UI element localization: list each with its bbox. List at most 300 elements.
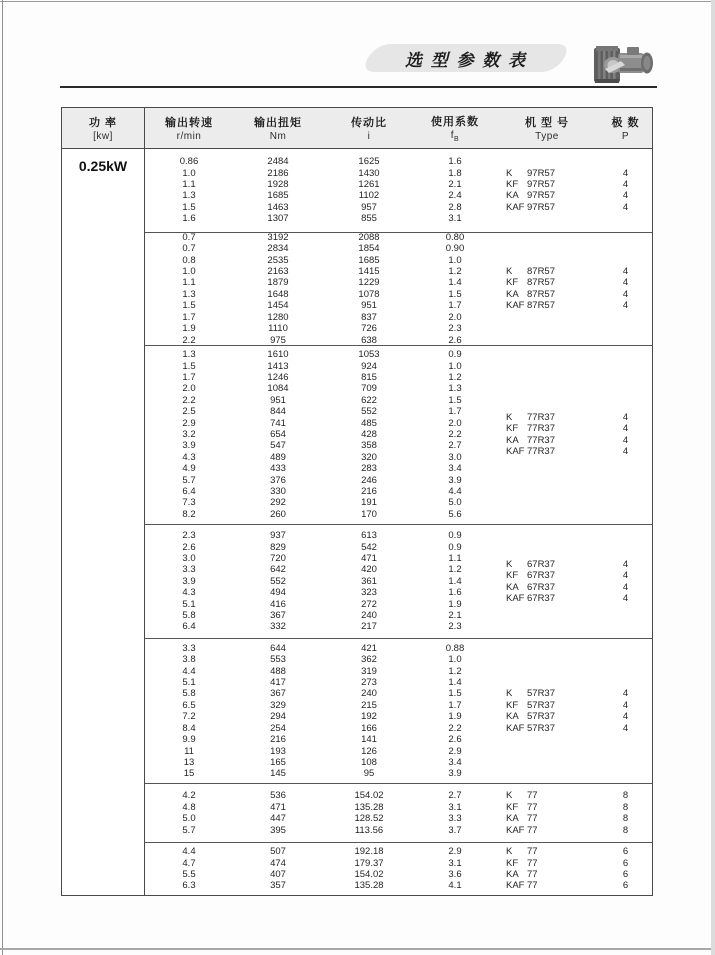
ratio-value: 1430 [358, 167, 380, 179]
speed-value: 3.2 [182, 429, 196, 441]
torque-value: 536 [270, 790, 286, 802]
model-prefix: KF [506, 857, 519, 869]
model-name [495, 300, 599, 311]
torque-value: 165 [270, 756, 286, 768]
factor-value: 0.80 [445, 231, 465, 243]
model-size: 97R57 [527, 179, 555, 191]
model-name [495, 802, 599, 813]
torque-value: 1307 [267, 213, 289, 225]
model-size: 97R57 [527, 167, 555, 179]
torque-value: 1685 [267, 190, 289, 202]
speed-value: 2.2 [182, 334, 196, 346]
model-row [495, 582, 652, 593]
model-row [495, 700, 652, 711]
ratio-value: 319 [361, 665, 377, 677]
model-stack [495, 843, 652, 895]
model-name [495, 790, 599, 801]
speed-value: 1.7 [182, 372, 196, 383]
col-header-ratio-unit: i [367, 131, 371, 142]
factor-value: 3.9 [448, 474, 462, 486]
col-header-speed-cn: 输出转速 [165, 117, 213, 129]
col-header-power-cn: 功 率 [88, 117, 118, 129]
poles-value: 4 [622, 688, 629, 700]
model-name [495, 277, 599, 288]
factor-value: 1.0 [448, 360, 462, 372]
model-stack [495, 149, 652, 232]
model-size: 77 [527, 824, 538, 836]
speed-value: 0.86 [179, 156, 199, 168]
table-body-data [145, 149, 652, 895]
torque-value: 1110 [268, 323, 288, 335]
factor-value: 2.9 [448, 846, 462, 858]
ratio-value: 272 [361, 598, 377, 610]
poles-value: 4 [622, 570, 629, 582]
model-name [495, 825, 599, 836]
poles-value: 4 [622, 558, 629, 570]
speed-value: 1.5 [182, 360, 196, 372]
model-row [495, 289, 652, 300]
speed-value: 6.5 [182, 699, 196, 711]
torque-value: 494 [270, 587, 286, 599]
factor-value: 3.4 [448, 463, 462, 475]
speed-value: 13 [183, 756, 195, 768]
table-header [62, 108, 652, 149]
model-prefix: K [506, 558, 513, 570]
model-prefix: KAF [506, 722, 525, 734]
model-row [495, 446, 652, 457]
model-size: 67R37 [527, 570, 555, 582]
model-prefix: KAF [506, 201, 525, 213]
factor-value: 3.1 [448, 857, 462, 869]
factor-value: 1.4 [448, 575, 462, 587]
model-row [495, 688, 652, 699]
page-edge-bottom [0, 948, 715, 950]
model-size: 57R37 [527, 711, 555, 723]
factor-value: 3.3 [448, 813, 462, 825]
ratio-value: 240 [361, 688, 377, 700]
ratio-value: 215 [361, 699, 377, 711]
model-size: 77R37 [527, 446, 555, 458]
factor-value: 2.0 [448, 417, 462, 429]
factor-value: 2.2 [448, 722, 462, 734]
model-stack [495, 639, 652, 783]
model-prefix: KAF [506, 446, 525, 458]
torque-value: 417 [270, 677, 286, 689]
torque-value: 1648 [267, 288, 289, 300]
speed-value: 5.1 [182, 677, 196, 689]
torque-value: 2535 [267, 254, 289, 266]
ratio-value: 420 [361, 564, 377, 576]
model-size: 77 [527, 801, 538, 813]
table-block [145, 784, 652, 843]
model-name [495, 700, 599, 711]
factor-value: 0.9 [448, 349, 462, 361]
table-block [145, 525, 652, 640]
factor-value: 1.1 [448, 552, 462, 564]
model-size: 87R57 [527, 266, 555, 278]
poles-value: 8 [622, 813, 629, 825]
factor-value: 0.9 [448, 541, 462, 553]
ratio-value: 421 [361, 642, 377, 654]
ratio-value: 141 [361, 734, 377, 746]
poles-value: 4 [622, 411, 629, 423]
ratio-value: 428 [361, 429, 377, 441]
speed-value: 15 [183, 768, 195, 780]
ratio-value: 855 [361, 213, 377, 225]
torque-value: 951 [270, 394, 286, 406]
model-size: 67R37 [527, 592, 555, 604]
model-name [495, 582, 599, 593]
ratio-value: 362 [361, 654, 377, 666]
speed-value: 5.8 [182, 688, 196, 700]
ratio-value: 1261 [358, 179, 380, 191]
torque-value: 395 [270, 824, 286, 836]
ratio-value: 924 [361, 360, 377, 372]
model-name [495, 723, 599, 734]
ratio-value: 323 [361, 587, 377, 599]
model-row [495, 858, 652, 869]
col-header-power-unit: [kw] [93, 131, 113, 142]
model-row [495, 869, 652, 880]
ratio-value: 957 [361, 201, 377, 213]
model-size: 77R37 [527, 411, 555, 423]
torque-value: 1463 [267, 201, 289, 213]
factor-value: 3.1 [448, 213, 462, 225]
ratio-value: 135.28 [354, 880, 384, 892]
table-block [145, 233, 652, 346]
ratio-value: 95 [363, 768, 375, 780]
torque-value: 937 [270, 530, 286, 542]
ratio-value: 815 [361, 372, 377, 383]
torque-value: 654 [270, 429, 286, 441]
speed-value: 2.5 [182, 406, 196, 418]
ratio-value: 192 [361, 711, 377, 723]
model-prefix: KF [506, 277, 519, 289]
factor-value: 4.4 [448, 486, 462, 498]
model-prefix: KF [506, 699, 519, 711]
speed-value: 3.8 [182, 654, 196, 666]
power-rating: 0.25kW [78, 158, 128, 174]
torque-value: 2186 [267, 167, 289, 179]
ratio-value: 638 [361, 334, 377, 346]
factor-value: 2.8 [448, 201, 462, 213]
torque-value: 1610 [267, 349, 289, 361]
model-row [495, 880, 652, 891]
model-name [495, 869, 599, 880]
col-header-poles [599, 108, 652, 148]
model-name [495, 688, 599, 699]
model-size: 87R57 [527, 300, 555, 312]
model-prefix: KA [506, 869, 519, 881]
ratio-value: 1625 [358, 156, 380, 168]
model-row [495, 846, 652, 857]
speed-value: 5.0 [182, 813, 196, 825]
speed-value: 6.4 [182, 486, 196, 498]
table-block [145, 149, 652, 233]
ratio-value: 2088 [358, 231, 380, 243]
model-prefix: K [506, 688, 513, 700]
model-prefix: KAF [506, 300, 525, 312]
ratio-value: 622 [361, 394, 377, 406]
torque-value: 216 [270, 734, 286, 746]
model-row [495, 723, 652, 734]
factor-value: 1.4 [448, 277, 462, 289]
table-block [145, 346, 652, 525]
ratio-value: 128.52 [354, 813, 384, 825]
factor-value: 3.7 [448, 824, 462, 836]
speed-value: 3.3 [182, 642, 196, 654]
model-row [495, 277, 652, 288]
speed-value: 1.0 [182, 266, 196, 278]
speed-value: 3.9 [182, 575, 196, 587]
speed-value: 6.4 [182, 621, 196, 633]
poles-value: 4 [622, 277, 629, 289]
factor-value: 2.1 [448, 610, 462, 622]
factor-value: 3.9 [448, 768, 462, 780]
poles-value: 6 [622, 846, 629, 858]
factor-value: 1.5 [448, 688, 462, 700]
model-row [495, 593, 652, 604]
speed-value: 1.3 [182, 288, 196, 300]
model-row [495, 790, 652, 801]
torque-value: 367 [270, 688, 286, 700]
factor-value: 4.1 [448, 880, 462, 892]
model-row [495, 559, 652, 570]
page-edge-left [2, 0, 3, 955]
ratio-value: 179.37 [354, 857, 384, 869]
ratio-value: 108 [361, 756, 377, 768]
poles-value: 4 [622, 179, 629, 191]
col-header-model-cn: 机 型 号 [524, 117, 570, 129]
torque-value: 1084 [267, 383, 289, 395]
factor-value: 5.0 [448, 497, 462, 509]
model-prefix: KA [506, 813, 519, 825]
ratio-value: 192.18 [354, 846, 384, 858]
torque-value: 193 [270, 745, 286, 757]
poles-value: 4 [622, 288, 629, 300]
speed-value: 4.7 [182, 857, 196, 869]
ratio-value: 951 [361, 300, 377, 312]
model-row [495, 202, 652, 213]
ratio-value: 240 [361, 610, 377, 622]
ratio-value: 361 [361, 575, 377, 587]
speed-value: 4.4 [182, 846, 196, 858]
torque-value: 741 [270, 417, 286, 429]
torque-value: 433 [270, 463, 286, 475]
speed-value: 2.9 [182, 417, 196, 429]
model-size: 77R37 [527, 434, 555, 446]
poles-value: 4 [622, 167, 629, 179]
speed-value: 5.1 [182, 598, 196, 610]
factor-value: 2.3 [448, 621, 462, 633]
ratio-value: 216 [361, 486, 377, 498]
torque-value: 975 [270, 334, 286, 346]
ratio-value: 1854 [358, 243, 380, 255]
speed-value: 9.9 [182, 734, 196, 746]
page-edge-right [711, 0, 715, 955]
speed-value: 5.8 [182, 610, 196, 622]
model-prefix: K [506, 790, 513, 802]
ratio-value: 154.02 [354, 790, 384, 802]
ratio-value: 1102 [358, 190, 380, 202]
speed-value: 6.3 [182, 880, 196, 892]
col-header-ratio-cn: 传动比 [351, 117, 387, 129]
col-header-speed [145, 108, 233, 148]
model-prefix: KAF [506, 824, 525, 836]
factor-value: 2.4 [448, 190, 462, 202]
torque-value: 294 [270, 711, 286, 723]
speed-value: 3.3 [182, 564, 196, 576]
ratio-value: 170 [361, 508, 377, 520]
factor-value: 0.9 [448, 530, 462, 542]
col-header-speed-unit: r/min [176, 131, 202, 142]
model-prefix: KAF [506, 592, 525, 604]
model-stack [495, 525, 652, 639]
model-prefix: K [506, 411, 513, 423]
ratio-value: 191 [361, 497, 377, 509]
model-name [495, 446, 599, 457]
model-size: 97R57 [527, 190, 555, 202]
torque-value: 488 [270, 665, 286, 677]
torque-value: 644 [270, 642, 286, 654]
speed-value: 2.6 [182, 541, 196, 553]
model-row [495, 802, 652, 813]
model-prefix: K [506, 846, 513, 858]
factor-value: 2.0 [448, 311, 462, 323]
ratio-value: 320 [361, 451, 377, 463]
factor-value: 1.6 [448, 587, 462, 599]
speed-value: 4.2 [182, 790, 196, 802]
speed-value: 2.2 [182, 394, 196, 406]
gearmotor-photo [591, 39, 661, 87]
torque-value: 489 [270, 451, 286, 463]
factor-value: 1.0 [448, 654, 462, 666]
ratio-value: 613 [361, 530, 377, 542]
ratio-value: 542 [361, 541, 377, 553]
torque-value: 367 [270, 610, 286, 622]
torque-value: 642 [270, 564, 286, 576]
torque-value: 547 [270, 440, 286, 452]
poles-value: 4 [622, 266, 629, 278]
model-size: 77 [527, 790, 538, 802]
title-banner [368, 44, 564, 72]
torque-value: 332 [270, 621, 286, 633]
speed-value: 4.4 [182, 665, 196, 677]
factor-value: 1.9 [448, 711, 462, 723]
torque-value: 1879 [267, 277, 289, 289]
factor-value: 1.7 [448, 406, 462, 418]
model-name [495, 593, 599, 604]
ratio-value: 283 [361, 463, 377, 475]
model-stack [495, 784, 652, 842]
col-header-model [495, 108, 599, 148]
ratio-value: 552 [361, 406, 377, 418]
page-edge-top [0, 1, 715, 2]
factor-value: 2.9 [448, 745, 462, 757]
model-size: 87R57 [527, 288, 555, 300]
col-header-factor-unit: $f_B$ [450, 130, 460, 143]
model-size: 77 [527, 813, 538, 825]
torque-value: 2484 [267, 156, 289, 168]
factor-value: 3.6 [448, 869, 462, 881]
speed-value: 0.7 [182, 231, 196, 243]
speed-value: 5.7 [182, 824, 196, 836]
torque-value: 471 [270, 801, 286, 813]
torque-value: 1454 [267, 300, 289, 312]
speed-value: 1.1 [182, 179, 196, 191]
factor-value: 1.2 [448, 266, 462, 278]
model-name [495, 412, 599, 423]
model-row [495, 190, 652, 201]
torque-value: 829 [270, 541, 286, 553]
torque-value: 1928 [267, 179, 289, 191]
factor-value: 1.7 [448, 300, 462, 312]
torque-value: 2163 [267, 266, 289, 278]
torque-value: 329 [270, 699, 286, 711]
factor-value: 1.6 [448, 156, 462, 168]
speed-value: 4.9 [182, 463, 196, 475]
ratio-value: 126 [361, 745, 377, 757]
col-header-poles-cn: 极 数 [611, 117, 640, 129]
model-prefix: KF [506, 570, 519, 582]
poles-value: 6 [622, 880, 629, 892]
model-row [495, 813, 652, 824]
factor-value: 1.5 [448, 288, 462, 300]
factor-value: 1.2 [448, 665, 462, 677]
model-prefix: K [506, 167, 513, 179]
torque-value: 552 [270, 575, 286, 587]
speed-value: 3.9 [182, 440, 196, 452]
torque-value: 260 [270, 508, 286, 520]
ratio-value: 113.56 [354, 824, 384, 836]
model-prefix: KA [506, 190, 519, 202]
speed-value: 1.6 [182, 213, 196, 225]
model-prefix: KF [506, 423, 519, 435]
ratio-value: 217 [361, 621, 377, 633]
poles-value: 4 [622, 434, 629, 446]
speed-value: 1.7 [182, 311, 196, 323]
model-size: 57R37 [527, 699, 555, 711]
speed-value: 7.3 [182, 497, 196, 509]
speed-value: 1.5 [182, 300, 196, 312]
speed-value: 4.8 [182, 801, 196, 813]
model-prefix: KAF [506, 880, 525, 892]
col-header-factor-cn: 使用系数 [431, 116, 479, 128]
torque-value: 1246 [267, 372, 289, 383]
speed-value: 1.3 [182, 190, 196, 202]
model-name [495, 168, 599, 179]
col-header-poles-unit: P [621, 131, 630, 142]
speed-value: 1.3 [182, 349, 196, 361]
poles-value: 4 [622, 201, 629, 213]
model-prefix: KA [506, 434, 519, 446]
factor-value: 5.6 [448, 508, 462, 520]
poles-value: 4 [622, 300, 629, 312]
speed-value: 7.2 [182, 711, 196, 723]
factor-value: 1.7 [448, 699, 462, 711]
torque-value: 357 [270, 880, 286, 892]
torque-value: 145 [270, 768, 286, 780]
poles-value: 8 [622, 790, 629, 802]
col-header-power [62, 108, 145, 148]
model-row [495, 825, 652, 836]
torque-value: 330 [270, 486, 286, 498]
torque-value: 1280 [267, 311, 289, 323]
model-name [495, 711, 599, 722]
factor-value: 1.3 [448, 383, 462, 395]
model-name [495, 570, 599, 581]
ratio-value: 135.28 [354, 801, 384, 813]
